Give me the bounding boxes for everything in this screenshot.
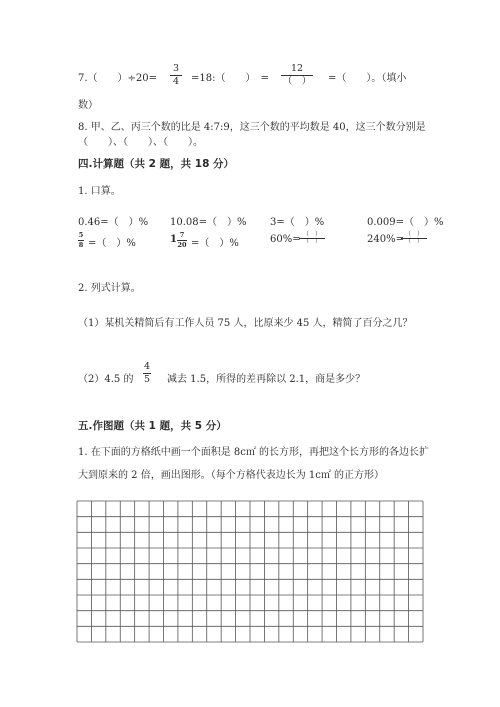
denominator: （ ） [404, 238, 423, 245]
q7-frac2-numerator: 12 [290, 63, 304, 74]
q7-frac1-numerator: 3 [172, 63, 180, 74]
mental-calc-7-fraction [299, 232, 325, 245]
mental-calc-1: 0.46=（ ）% [78, 217, 149, 228]
section4-title: 四.计算题（共 2 题，共 18 分） [78, 158, 235, 170]
numerator: （ ） [302, 231, 321, 238]
q7-part4: 数） [78, 100, 98, 111]
problem-1: （1）某机关精简后有工作人员 75 人，比原来少 45 人，精简了百分之几？ [78, 318, 413, 329]
q7-fraction-2 [281, 64, 313, 87]
numerator: 7 [179, 231, 185, 239]
denominator: 5 [143, 374, 151, 385]
problem-2-fraction [143, 362, 151, 385]
problem-2-tail: 减去 1.5，所得的差再除以 2.1，商是多少？ [167, 374, 366, 385]
q7-fraction-1 [170, 64, 182, 87]
numerator: 5 [78, 231, 84, 239]
section5-line1: 1. 在下面的方格纸中画一个面积是 8c㎡ 的长方形，再把这个长方形的各边长扩 [78, 447, 430, 458]
section4-sub2: 2. 列式计算。 [78, 283, 141, 294]
mental-calc-6-tail: =（ ）% [191, 238, 239, 249]
mental-calc-5-fraction [78, 232, 84, 249]
graph-paper-grid[interactable] [76, 500, 424, 643]
numerator: （ ） [404, 231, 423, 238]
mental-calc-5-tail: =（ ）% [88, 238, 136, 249]
mental-calc-2: 10.08=（ ）% [170, 217, 247, 228]
q7-part2: =18:（ ） = [191, 73, 269, 84]
denominator: 20 [177, 241, 187, 249]
q7-frac2-denominator: （ ） [282, 76, 312, 87]
section5-title: 五.作图题（共 1 题，共 5 分） [78, 420, 227, 432]
mental-calc-4: 0.009=（ ）% [367, 217, 444, 228]
mental-calc-8-fraction [401, 232, 427, 245]
q8-line2: （ ）、（ ）、（ ）。 [78, 137, 203, 148]
mental-calc-6-whole: 1 [170, 234, 177, 245]
q7-part3: =（ ）。（填小 [328, 73, 407, 84]
q8-line1: 8. 甲、乙、丙三个数的比是 4:7:9，这三个数的平均数是 40，这三个数分别是 [78, 122, 426, 133]
numerator: 4 [143, 361, 151, 372]
mental-calc-8-head: 240%= [367, 234, 404, 245]
mental-calc-6-fraction [177, 232, 187, 249]
q7-part1: 7.（ ）÷20= [78, 73, 158, 84]
denominator: 8 [78, 241, 84, 249]
mental-calc-3: 3=（ ）% [270, 217, 325, 228]
q7-frac1-denominator: 4 [172, 76, 180, 87]
mental-calc-7-head: 60%= [270, 234, 301, 245]
section5-line2: 大到原来的 2 倍，画出图形。（每个方格代表边长为 1c㎡ 的正方形） [78, 470, 385, 481]
denominator: （ ） [302, 238, 321, 245]
problem-2-head: （2）4.5 的 [78, 374, 134, 385]
section4-sub1: 1. 口算。 [78, 186, 121, 197]
